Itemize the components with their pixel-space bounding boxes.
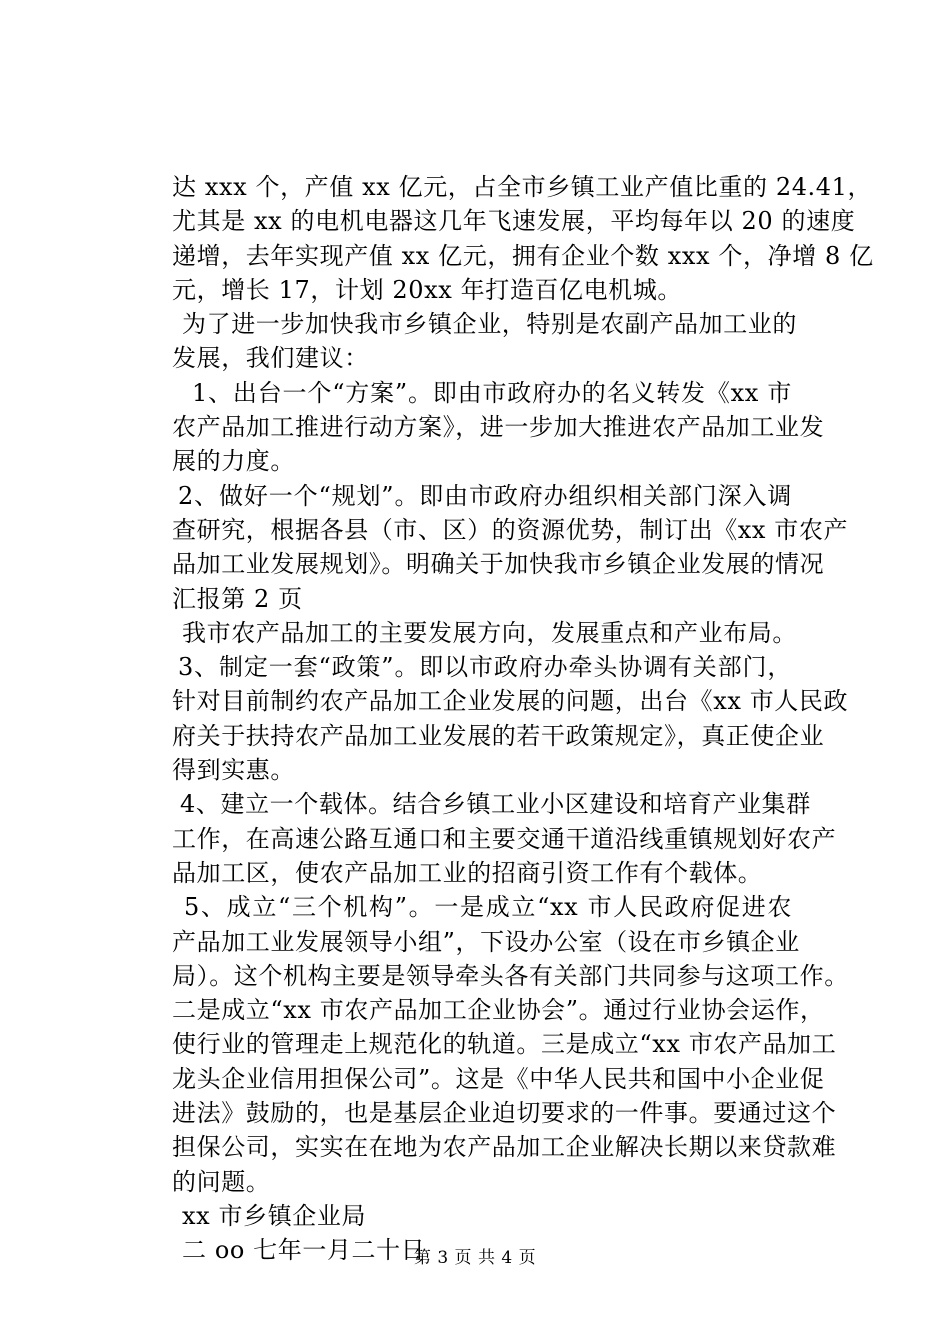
text-line: 二是成立“xx 市农产品加工企业协会”。通过行业协会运作，	[172, 996, 825, 1025]
text-line: 农产品加工推进行动方案》，进一步加大推进农产品加工业发	[172, 413, 825, 442]
text-line: 发展，我们建议：	[172, 344, 369, 373]
document-body	[172, 170, 874, 1268]
text-line: 元，增长 17，计划 20xx 年打造百亿电机城。	[172, 275, 683, 304]
text-line: 的问题。	[172, 1167, 271, 1196]
text-line: 4、建立一个载体。结合乡镇工业小区建设和培育产业集群	[180, 790, 811, 819]
text-line: 汇报第 2 页	[172, 584, 303, 613]
text-line: 展的力度。	[172, 447, 295, 476]
text-line: 府关于扶持农产品加工业发展的若干政策规定》，真正使企业	[172, 721, 825, 750]
text-line: 品加工区，使农产品加工业的招商引资工作有个载体。	[172, 858, 763, 887]
text-line: 尤其是 xx 的电机电器这几年飞速发展，平均每年以 20 的速度	[172, 207, 856, 236]
text-line: 5、成立“三个机构”。一是成立“xx 市人民政府促进农	[184, 893, 792, 922]
text-line: 3、制定一套“政策”。即以市政府办牵头协调有关部门，	[178, 653, 792, 682]
text-line: 品加工业发展规划》。明确关于加快我市乡镇企业发展的情况	[172, 550, 825, 579]
text-line: 龙头企业信用担保公司”。这是《中华人民共和国中小企业促	[172, 1064, 825, 1093]
text-line: 使行业的管理走上规范化的轨道。三是成立“xx 市农产品加工	[172, 1030, 837, 1059]
text-line: 工作，在高速公路互通口和主要交通干道沿线重镇规划好农产	[172, 824, 837, 853]
text-line: 进法》鼓励的，也是基层企业迫切要求的一件事。要通过这个	[172, 1099, 837, 1128]
text-line: 1、出台一个“方案”。即由市政府办的名义转发《xx 市	[192, 378, 792, 407]
text-line: 得到实惠。	[172, 756, 295, 785]
text-line: 担保公司，实实在在地为农产品加工企业解决长期以来贷款难	[172, 1133, 837, 1162]
text-line: 针对目前制约农产品加工企业发展的问题，出台《xx 市人民政	[172, 687, 849, 716]
signature-date: 二 oo 七年一月二十日	[182, 1236, 426, 1265]
text-line: 达 xxx 个，产值 xx 亿元，占全市乡镇工业产值比重的 24.41，	[172, 173, 873, 201]
text-line: 递增，去年实现产值 xx 亿元，拥有企业个数 xxx 个，净增 8 亿	[172, 241, 874, 270]
signature-organization: xx 市乡镇企业局	[182, 1201, 367, 1230]
text-line: 2、做好一个“规划”。即由市政府办组织相关部门深入调	[178, 481, 792, 510]
text-line: 产品加工业发展领导小组”，下设办公室（设在市乡镇企业	[172, 927, 800, 956]
text-line: 局）。这个机构主要是领导牵头各有关部门共同参与这项工作。	[172, 961, 849, 990]
text-line: 我市农产品加工的主要发展方向，发展重点和产业布局。	[182, 618, 797, 647]
text-line: 查研究，根据各县（市、区）的资源优势，制订出《xx 市农产	[172, 515, 849, 544]
text-line: 为了进一步加快我市乡镇企业，特别是农副产品加工业的	[182, 310, 797, 339]
page-footer: 第 3 页 共 4 页	[413, 1248, 537, 1268]
